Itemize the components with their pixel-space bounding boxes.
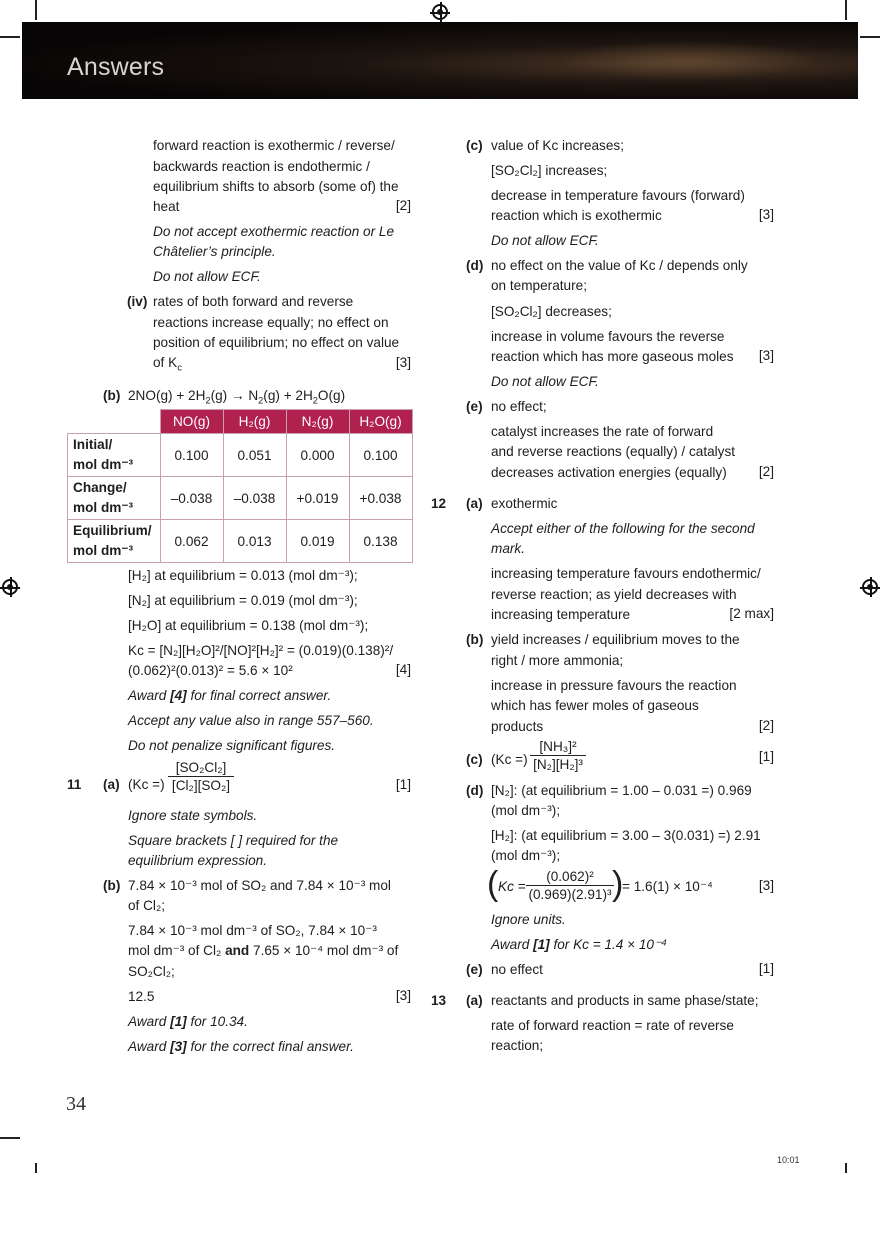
answer-line: rate of forward reaction = rate of reverse	[491, 1018, 734, 1033]
part-label: (b)	[103, 388, 121, 403]
table-header: H₂O(g)	[349, 410, 412, 434]
answer-line: [H₂O] at equilibrium = 0.138 (mol dm⁻³);	[128, 618, 369, 633]
table-cell: 0.100	[160, 434, 223, 477]
note-line: Ignore units.	[491, 912, 566, 927]
note-line: Do not penalize significant figures.	[128, 738, 336, 753]
note-line: Do not allow ECF.	[153, 269, 261, 284]
note-line: Square brackets [ ] required for the	[128, 833, 339, 848]
row-label: Equilibrium/ mol dm⁻³	[68, 520, 161, 563]
answer-line: increasing temperature	[491, 607, 631, 622]
part-label: (a)	[466, 993, 483, 1008]
marks: [1]	[395, 777, 411, 792]
registration-mark-icon	[862, 579, 878, 595]
answer-line: rates of both forward and reverse	[153, 294, 354, 309]
answer-line: [SO₂Cl₂] decreases;	[491, 304, 612, 319]
question-number: 12	[431, 496, 447, 511]
bracket-right: )	[612, 865, 624, 903]
note-line: mark.	[491, 541, 525, 556]
table-cell: 0.062	[160, 520, 223, 563]
answer-line: reverse reaction; as yield decreases with	[491, 587, 737, 602]
answer-line: [H₂]: (at equilibrium = 3.00 – 3(0.031) =) 2.91	[491, 828, 761, 843]
crop-mark	[0, 36, 20, 38]
answer-line: catalyst increases the rate of forward	[491, 424, 714, 439]
header-banner	[22, 22, 858, 99]
table-row	[68, 434, 413, 477]
answer-line: no effect on the value of Kc / depends only	[491, 258, 748, 273]
table-cell: +0.019	[286, 477, 349, 520]
answer-line: reaction;	[491, 1038, 544, 1053]
answer-line: decrease in temperature favours (forward)	[491, 188, 745, 203]
part-label: (d)	[466, 783, 484, 798]
table-cell: 0.100	[349, 434, 412, 477]
answer-line: backwards reaction is endothermic /	[153, 159, 370, 174]
part-label: (b)	[103, 878, 121, 893]
marks: [3]	[395, 355, 411, 370]
answer-line: = 1.6(1) × 10⁻⁴	[622, 879, 713, 894]
marks: [3]	[758, 207, 774, 222]
part-label: (c)	[466, 752, 483, 767]
registration-mark-icon	[432, 4, 448, 20]
marks: [4]	[395, 662, 411, 677]
fraction-denominator: (0.969)(2.91)³	[528, 887, 612, 902]
marks: [3]	[395, 988, 411, 1003]
fraction-denominator: [N₂][H₂]³	[533, 757, 583, 772]
table-cell: +0.038	[349, 477, 412, 520]
answer-line: equilibrium shifts to absorb (some of) the	[153, 179, 399, 194]
crop-mark	[860, 36, 880, 38]
answer-line: [N₂]: (at equilibrium = 1.00 – 0.031 =) 0.969	[491, 783, 752, 798]
part-label: (e)	[466, 962, 483, 977]
answer-line: position of equilibrium; no effect on value	[153, 335, 400, 350]
answer-line: and reverse reactions (equally) / catalyst	[491, 444, 736, 459]
part-label: (d)	[466, 258, 484, 273]
registration-mark-icon	[2, 579, 18, 595]
note-line: Do not allow ECF.	[491, 374, 599, 389]
part-label: (iv)	[127, 294, 148, 309]
table-cell: –0.038	[160, 477, 223, 520]
marks: [2]	[758, 718, 774, 733]
answer-line: (0.062)²(0.013)² = 5.6 × 10²	[128, 663, 293, 678]
question-number: 11	[67, 777, 82, 792]
table-header: H₂(g)	[223, 410, 286, 434]
reaction-equation: $2NO(g) + 2H_2(g) \to N_2(g) + 2H_2O(g)$	[128, 388, 346, 406]
marks: [1]	[758, 961, 774, 976]
table-cell: 0.013	[223, 520, 286, 563]
answer-line: (mol dm⁻³);	[491, 803, 561, 818]
bracket-left: (	[487, 865, 499, 903]
footer-timestamp: 10:01	[777, 1155, 800, 1165]
row-label: Initial/ mol dm⁻³	[68, 434, 161, 477]
marks: [2]	[395, 198, 411, 213]
table-row	[68, 520, 413, 563]
answer-line: reactants and products in same phase/state;	[491, 993, 759, 1008]
answer-line: of $K_c$	[153, 355, 182, 373]
marks: [2]	[758, 464, 774, 479]
note-line: Award [1] for Kc = 1.4 × 10⁻⁴	[491, 937, 668, 952]
note-line: Do not accept exothermic reaction or Le	[153, 224, 395, 239]
answer-line: decreases activation energies (equally)	[491, 465, 727, 480]
marks: [3]	[758, 878, 774, 893]
answer-line: Kc = [N₂][H₂O]²/[NO]²[H₂]² = (0.019)(0.138)²/	[128, 643, 394, 658]
table-header: NO(g)	[160, 410, 223, 434]
answer-line: [N₂] at equilibrium = 0.019 (mol dm⁻³);	[128, 593, 358, 608]
answer-line: SO₂Cl₂;	[128, 964, 175, 979]
fraction-numerator: [SO₂Cl₂]	[168, 759, 234, 777]
kc-label: (Kc =)	[128, 777, 165, 792]
table-cell: 0.019	[286, 520, 349, 563]
answer-line: reaction which has more gaseous moles	[491, 349, 734, 364]
part-label: (a)	[466, 496, 483, 511]
row-label: Change/ mol dm⁻³	[68, 477, 161, 520]
page-number: 34	[66, 1093, 86, 1115]
answer-line: yield increases / equilibrium moves to the	[491, 632, 740, 647]
table-row	[68, 477, 413, 520]
answer-line: [SO₂Cl₂] increases;	[491, 163, 608, 178]
answer-line: increase in volume favours the reverse	[491, 329, 725, 344]
table-cell: 0.051	[223, 434, 286, 477]
answer-line: which has fewer moles of gaseous	[491, 698, 699, 713]
note-line: Award [4] for final correct answer.	[128, 688, 332, 703]
answer-line: exothermic	[491, 496, 558, 511]
fraction-denominator: [Cl₂][SO₂]	[171, 778, 231, 793]
answer-line: no effect	[491, 962, 543, 977]
answer-line: 7.84 × 10⁻³ mol of SO₂ and 7.84 × 10⁻³ mol	[128, 878, 391, 893]
note-line: Award [1] for 10.34.	[128, 1014, 248, 1029]
kc-fraction	[168, 759, 234, 794]
crop-mark	[845, 0, 847, 20]
kc-label: (Kc =)	[491, 752, 528, 767]
part-label: (b)	[466, 632, 484, 647]
answer-line: 7.84 × 10⁻³ mol dm⁻³ of SO₂, 7.84 × 10⁻³	[128, 923, 377, 938]
table-cell: 0.138	[349, 520, 412, 563]
table-cell: –0.038	[223, 477, 286, 520]
answer-line: right / more ammonia;	[491, 653, 624, 668]
part-label: (e)	[466, 399, 483, 414]
table-header: N₂(g)	[286, 410, 349, 434]
marks: [2 max]	[729, 606, 774, 621]
crop-mark	[845, 1163, 847, 1173]
marks: [3]	[758, 348, 774, 363]
note-line: equilibrium expression.	[128, 853, 268, 868]
page-title: Answers	[67, 53, 165, 81]
note-line: Ignore state symbols.	[128, 808, 258, 823]
part-label: (c)	[466, 138, 483, 153]
crop-mark	[0, 1137, 20, 1139]
fraction-numerator: [NH₃]²	[530, 738, 586, 756]
table-cell: 0.000	[286, 434, 349, 477]
kc-fraction	[526, 868, 614, 903]
answer-line: reaction which is exothermic	[491, 208, 662, 223]
note-line: Do not allow ECF.	[491, 233, 599, 248]
marks: [1]	[758, 749, 774, 764]
answer-line: 12.5	[128, 989, 155, 1004]
kc-fraction	[530, 738, 586, 773]
crop-mark	[35, 0, 37, 20]
answer-line: increase in pressure favours the reaction	[491, 678, 737, 693]
kc-label: Kc =	[498, 879, 526, 894]
answer-line: reactions increase equally; no effect on	[153, 315, 389, 330]
answer-line: products	[491, 719, 544, 734]
note-line: Châtelier’s principle.	[153, 244, 276, 259]
part-label: (a)	[103, 777, 120, 792]
answer-line: forward reaction is exothermic / reverse/	[153, 138, 395, 153]
answer-line: [H₂] at equilibrium = 0.013 (mol dm⁻³);	[128, 568, 358, 583]
note-line: Accept either of the following for the second	[491, 521, 755, 536]
answer-line: on temperature;	[491, 278, 587, 293]
answer-line: of Cl₂;	[128, 898, 166, 913]
question-number: 13	[431, 993, 447, 1008]
answer-line: increasing temperature favours endothermic/	[491, 566, 761, 581]
answer-line: mol dm⁻³ of Cl₂ and 7.65 × 10⁻⁴ mol dm⁻³ of	[128, 943, 399, 958]
note-line: Accept any value also in range 557–560.	[128, 713, 374, 728]
answer-line: value of Kc increases;	[491, 138, 624, 153]
crop-mark	[35, 1163, 37, 1173]
answer-line: heat	[153, 199, 180, 214]
answer-line: no effect;	[491, 399, 547, 414]
equilibrium-table	[67, 409, 413, 563]
note-line: Award [3] for the correct final answer.	[128, 1039, 354, 1054]
fraction-numerator: (0.062)²	[526, 868, 614, 886]
table-header-row	[68, 410, 413, 434]
answer-line: (mol dm⁻³);	[491, 848, 561, 863]
